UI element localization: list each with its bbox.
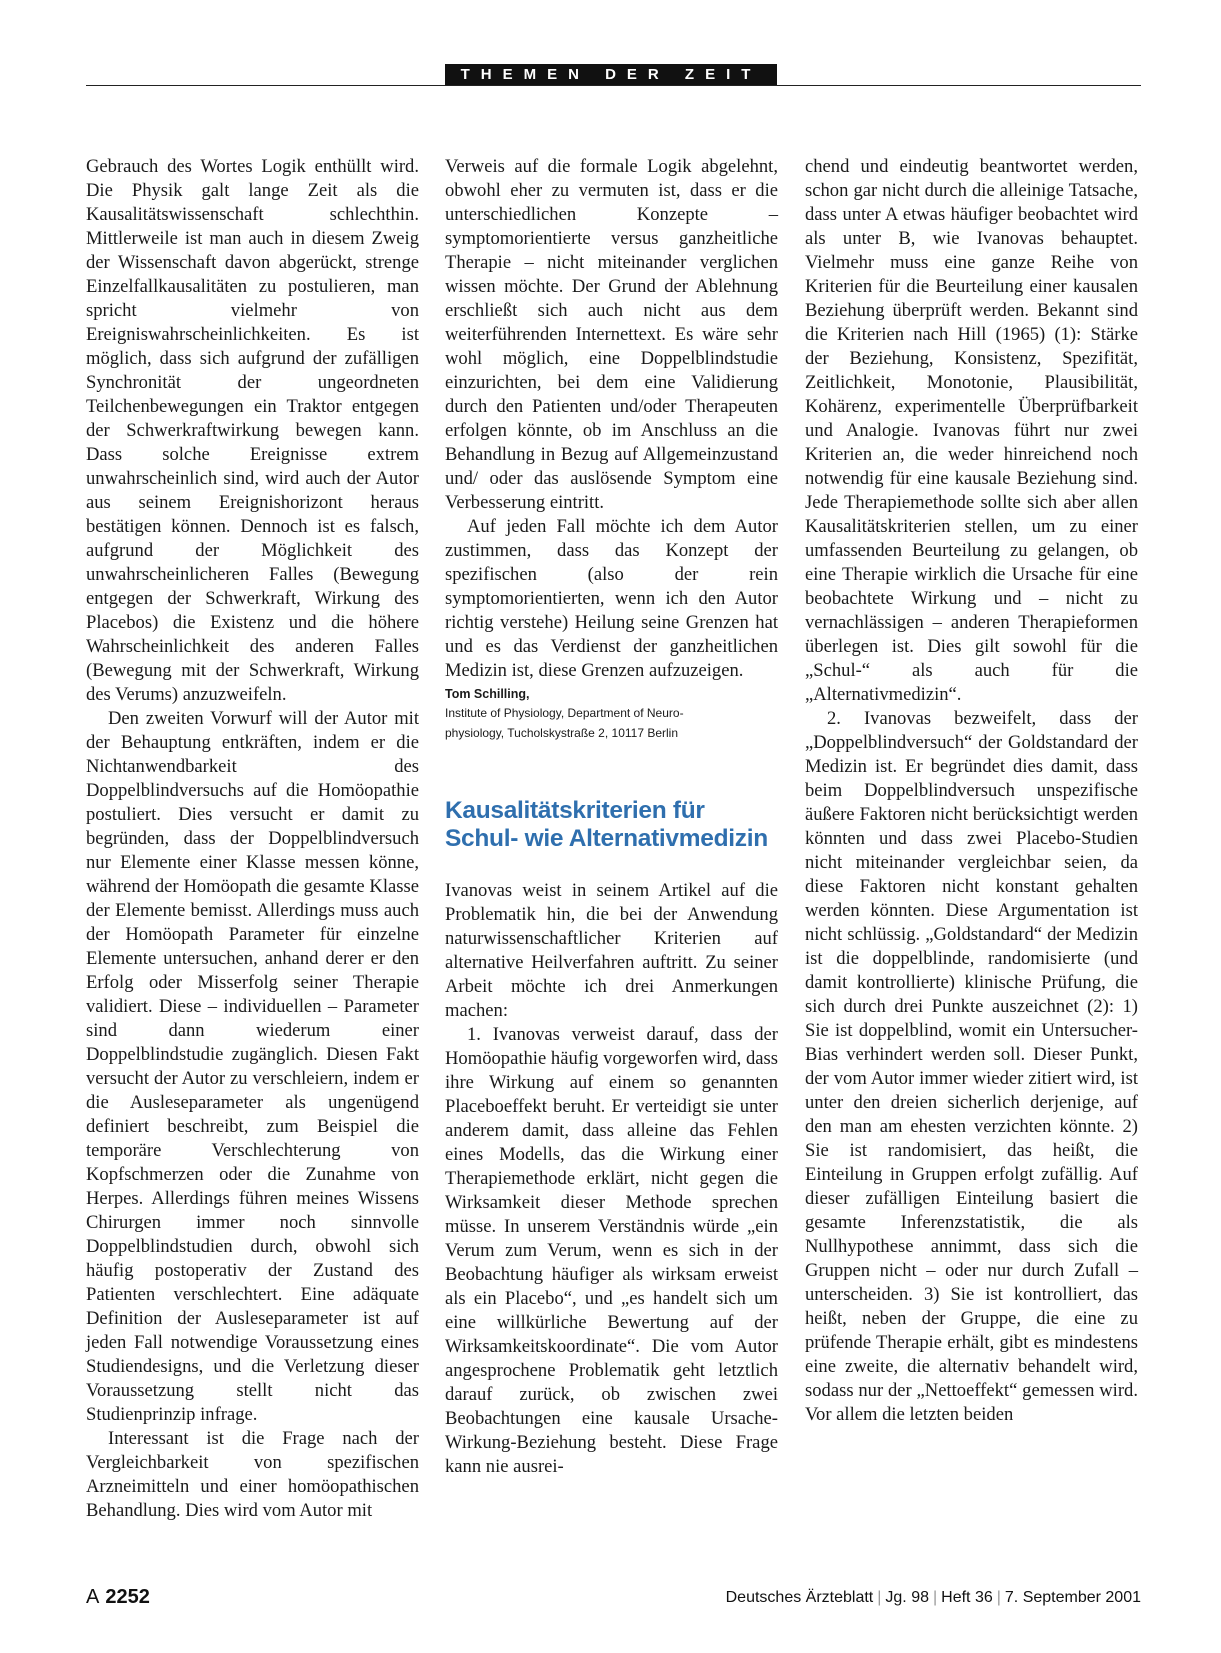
column-1	[86, 155, 419, 1523]
article-heading-line-1: Kausalitätskriterien für	[445, 797, 705, 824]
paragraph: Interessant ist die Frage nach der Vergleichbarkeit von spezifischen Arzneimitteln und einer homöopathischen Behandlung. Dies wird vom Autor mit	[86, 1428, 419, 1521]
page-number	[86, 1586, 150, 1609]
paragraph: Gebrauch des Wortes Logik enthüllt wird. Die Physik galt lange Zeit als die Kausalitätswissenschaft schlechthin. Mittlerweile ist man auch in diesem Zweig der Wissenschaft davon abgerückt, strenge Einzelfallkausalitäten zu postulieren, man spricht vielmehr von Ereigniswahrscheinlichkeiten. Es ist möglich, dass sich aufgrund der zufälligen Synchronität der ungeordneten Teilchenbewegungen ein Traktor entgegen der Schwerkraftwirkung bewegen kann. Dass solche Ereignisse extrem unwahrscheinlich sind, wird auch der Autor aus seinem Ereignishorizont heraus bestätigen können. Dennoch ist es falsch, aufgrund der Möglichkeit des unwahrscheinlicheren Falles (Bewegung entgegen der Schwerkraft, Wirkung des Placebos) die Existenz und die höhere Wahrscheinlichkeit des anderen Falles (Bewegung mit der Schwerkraft, Wirkung des Verums) anzuzweifeln.	[86, 156, 419, 705]
paragraph: 2. Ivanovas bezweifelt, dass der „Doppelblindversuch“ der Goldstandard der Medizin ist. Er begründet dies damit, dass beim Doppelblindversuch unspezifische äußere Faktoren nicht berücksichtigt werden könnten und dass zwei Placebo-Studien nicht miteinander vergleichbar seien, da diese Faktoren nicht konstant gehalten werden könnten. Diese Argumentation ist nicht schlüssig. „Goldstandard“ der Medizin ist die doppelblinde, randomisierte (und damit kontrollierte) klinische Prüfung, die sich durch drei Punkte auszeichnet (2): 1) Sie ist doppelblind, womit ein Untersucher-Bias verhindert werden soll. Dieser Punkt, der vom Autor immer wieder zitiert wird, ist unter den dreien sicherlich derjenige, auf den man am ehesten verzichten könnte. 2) Sie ist randomisiert, das heißt, die Einteilung in Gruppen erfolgt zufällig. Auf dieser zufälligen Einteilung basiert die gesamte Inferenzstatistik, die als Nullhypothese annimmt, dass sich die Gruppen nicht – oder nur durch Zufall – unterscheiden. 3) Sie ist kontrolliert, das heißt, neben der Gruppe, die eine zu prüfende Therapie erhält, gibt es mindestens eine zweite, die alternativ behandelt wird, sodass nur der „Nettoeffekt“ gemessen wird. Vor allem die letzten beiden	[805, 708, 1138, 1425]
section-header: THEMEN DER ZEIT	[445, 64, 777, 85]
paragraph: Verweis auf die formale Logik abgelehnt, obwohl eher zu vermuten ist, dass er die unterschiedlichen Konzepte – symptomorientierte versus ganzheitliche Therapie – nicht miteinander verglichen wissen möchte. Der Grund der Ablehnung erschließt sich auch nicht aus dem weiterführenden Internettext. Es wäre sehr wohl möglich, eine Doppelblindstudie einzurichten, bei dem eine Validierung durch den Patienten und/oder Therapeuten erfolgen könnte, ob im Anschluss an die Behandlung in Bezug auf Allgemeinzustand und/ oder das auslösende Symptom eine Verbesserung eintritt.	[445, 156, 778, 513]
page-prefix: A	[86, 1586, 100, 1608]
journal-name: Deutsches Ärzteblatt	[725, 1589, 874, 1606]
page-number-value: 2252	[105, 1586, 150, 1608]
column-3	[805, 155, 1138, 1427]
column-2	[445, 155, 778, 1479]
separator: |	[877, 1589, 882, 1606]
journal-info	[726, 1589, 1141, 1607]
paragraph: Ivanovas weist in seinem Artikel auf die Problematik hin, die bei der Anwendung naturwissenschaftlicher Kriterien auf alternative Heilverfahren auftritt. Zu seiner Arbeit möchte ich drei Anmerkungen machen:	[445, 880, 778, 1021]
journal-date: 7. September 2001	[1004, 1589, 1141, 1606]
signature-affiliation-line-2: physiology, Tucholskystraße 2, 10117 Berlin	[445, 726, 679, 740]
paragraph: 1. Ivanovas verweist darauf, dass der Homöopathie häufig vorgeworfen wird, dass ihre Wirkung auf einem so genannten Placeboeffekt beruht. Er verteidigt sie unter anderem damit, dass alleine das Fehlen eines Modells, das die Wirkung einer Therapiemethode erklärt, nicht gegen die Wirksamkeit dieser Methode sprechen müsse. In unserem Verständnis würde „ein Verum zum Verum, wenn es sich in der Beobachtung häufiger als wirksam erweist als ein Placebo“, und „es handelt sich um eine willkürliche Bewertung auf der Wirksamkeitskoordinate“. Die vom Autor angesprochene Problematik geht letztlich darauf zurück, ob zwischen zwei Beobachtungen eine kausale Ursache-Wirkung-Beziehung besteht. Diese Frage kann nie ausrei-	[445, 1024, 778, 1477]
signature-name: Tom Schilling,	[445, 687, 530, 701]
header-rule	[86, 85, 1141, 86]
article-heading-line-2: Schul- wie Alternativmedizin	[445, 825, 768, 852]
paragraph: Auf jeden Fall möchte ich dem Autor zustimmen, dass das Konzept der spezifischen (also der rein symptomorientierten, wenn ich den Autor richtig verstehe) Heilung seine Grenzen hat und es das Verdienst der ganzheitlichen Medizin ist, diese Grenzen aufzuzeigen.	[445, 516, 778, 681]
article-heading	[445, 797, 778, 853]
signature-affiliation-line-1: Institute of Physiology, Department of Neuro-	[445, 706, 684, 720]
paragraph: chend und eindeutig beantwortet werden, schon gar nicht durch die alleinige Tatsache, dass unter A etwas häufiger beobachtet wird als unter B, wie Ivanovas behauptet. Vielmehr muss eine ganze Reihe von Kriterien für die Beurteilung einer kausalen Beziehung überprüft werden. Bekannt sind die Kriterien nach Hill (1965) (1): Stärke der Beziehung, Konsistenz, Spezifität, Zeitlichkeit, Monotonie, Plausibilität, Kohärenz, experimentelle Überprüfbarkeit und Analogie. Ivanovas führt nur zwei Kriterien an, die weder hinreichend noch notwendig für eine kausale Beziehung sind. Jede Therapiemethode sollte sich aber allen Kausalitätskriterien stellen, um zu einer umfassenden Beurteilung zu gelangen, ob eine Therapie wirklich die Ursache für eine beobachtete Wirkung und – nicht zu vernachlässigen – anderen Therapieformen überlegen ist. Dies gilt sowohl für die „Schul-“ als auch für die „Alternativmedizin“.	[805, 156, 1138, 705]
journal-volume: Jg. 98	[885, 1589, 929, 1606]
paragraph: Den zweiten Vorwurf will der Autor mit der Behauptung entkräften, indem er die Nichtanwendbarkeit des Doppelblindversuchs auf die Homöopathie postuliert. Dies versucht er damit zu begründen, dass der Doppelblindversuch nur Elemente einer Klasse messen könne, während der Homöopath die gesamte Klasse der Elemente bemisst. Allerdings muss auch der Homöopath Parameter für einzelne Elemente untersuchen, anhand derer er den Erfolg oder Misserfolg seiner Therapie validiert. Diese – individuellen – Parameter sind dann wiederum einer Doppelblindstudie zugänglich. Diesen Fakt versucht der Autor zu verschleiern, indem er die Ausleseparameter als ungenügend definiert beschreibt, zum Beispiel die temporäre Verschlechterung von Kopfschmerzen oder die Zunahme von Herpes. Allerdings führen meines Wissens Chirurgen immer noch sinnvolle Doppelblindstudien durch, obwohl sich häufig postoperativ der Zustand des Patienten verschlechtert. Eine adäquate Definition der Ausleseparameter ist auf jeden Fall notwendige Voraussetzung eines Studiendesigns, und die Verletzung dieser Voraussetzung stellt nicht das Studienprinzip infrage.	[86, 708, 419, 1425]
separator: |	[933, 1589, 938, 1606]
separator: |	[996, 1589, 1001, 1606]
journal-issue: Heft 36	[941, 1589, 993, 1606]
